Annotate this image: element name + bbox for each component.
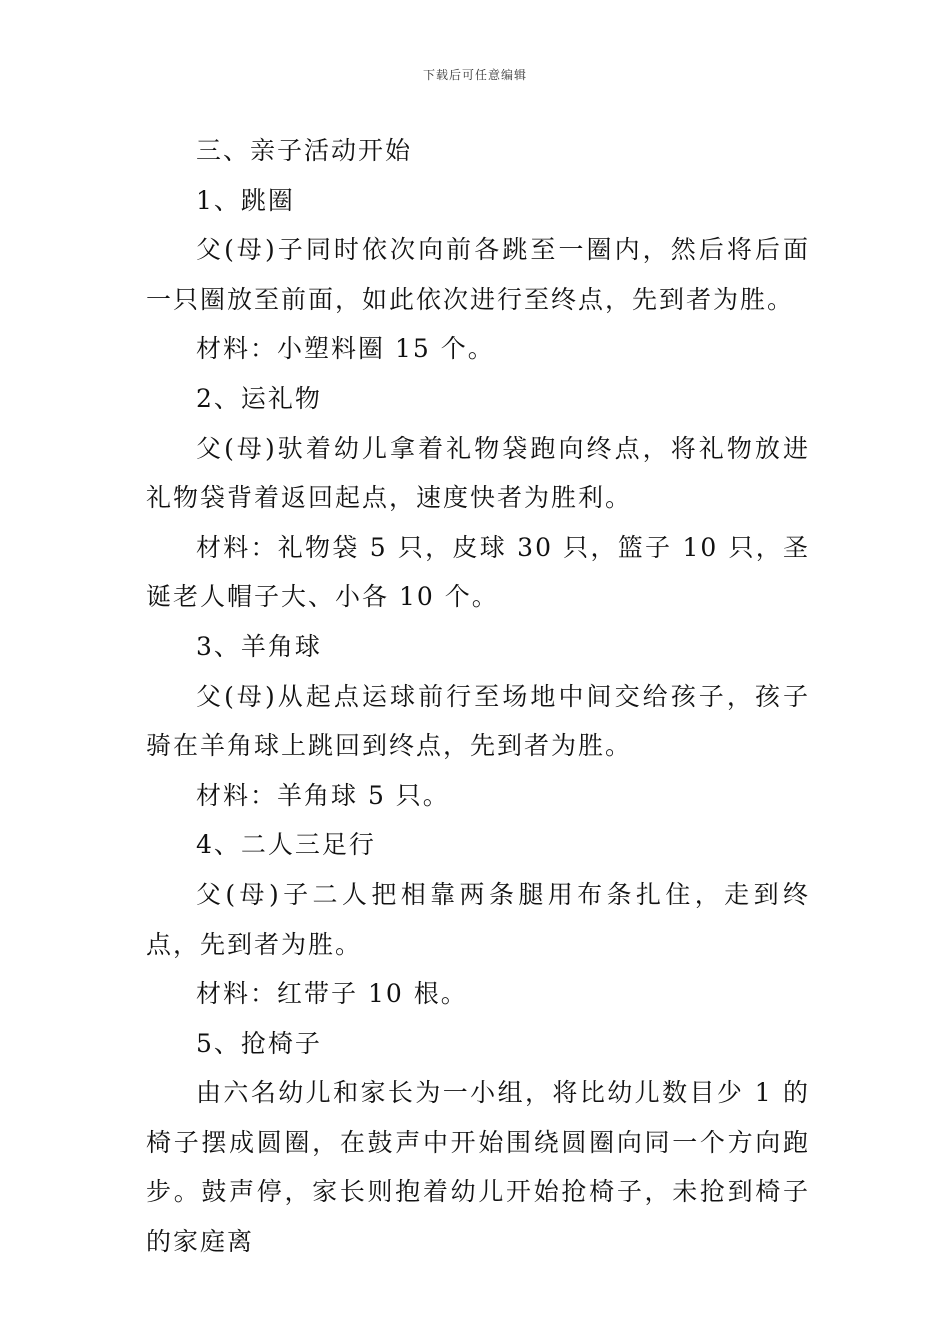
activity-title: 4、二人三足行 [196,830,376,860]
header-note: 下载后可任意编辑 [422,68,527,82]
section-heading: 三、亲子活动开始 [196,136,413,165]
activity-description: 父(母)子同时依次向前各跳至一圈内，然后将后面一只圈放至前面，如此依次进行至终点，先到者为胜。 [146,235,810,314]
activity-title: 3、羊角球 [196,631,322,661]
activity-materials: 材料：羊角球 5 只。 [196,780,450,810]
activity-description: 父(母)子二人把相靠两条腿用布条扎住，走到终点，先到者为胜。 [146,879,810,959]
activity-title: 5、抢椅子 [196,1028,322,1058]
activity-description: 父(母)从起点运球前行至场地中间交给孩子，孩子骑在羊角球上跳回到终点，先到者为胜。 [146,681,810,761]
activity-description: 由六名幼儿和家长为一小组，将比幼儿数目少 1 的椅子摆成圆圈，在鼓声中开始围绕圆圈向同一个方向跑步。鼓声停，家长则抱着幼儿开始抢椅子，未抢到椅子的家庭离 [146,1078,810,1257]
activity-title: 1、跳圈 [196,185,295,215]
activity-materials: 材料：红带子 10 根。 [196,979,468,1009]
activity-materials: 材料：小塑料圈 15 个。 [196,334,495,364]
activity-materials: 材料：礼物袋 5 只，皮球 30 只，篮子 10 只，圣诞老人帽子大、小各 10 个。 [146,532,810,612]
activity-title: 2、运礼物 [196,383,322,413]
activity-description: 父(母)驮着幼儿拿着礼物袋跑向终点，将礼物放进礼物袋背着返回起点，速度快者为胜利。 [146,433,810,513]
document-body [146,126,810,1267]
